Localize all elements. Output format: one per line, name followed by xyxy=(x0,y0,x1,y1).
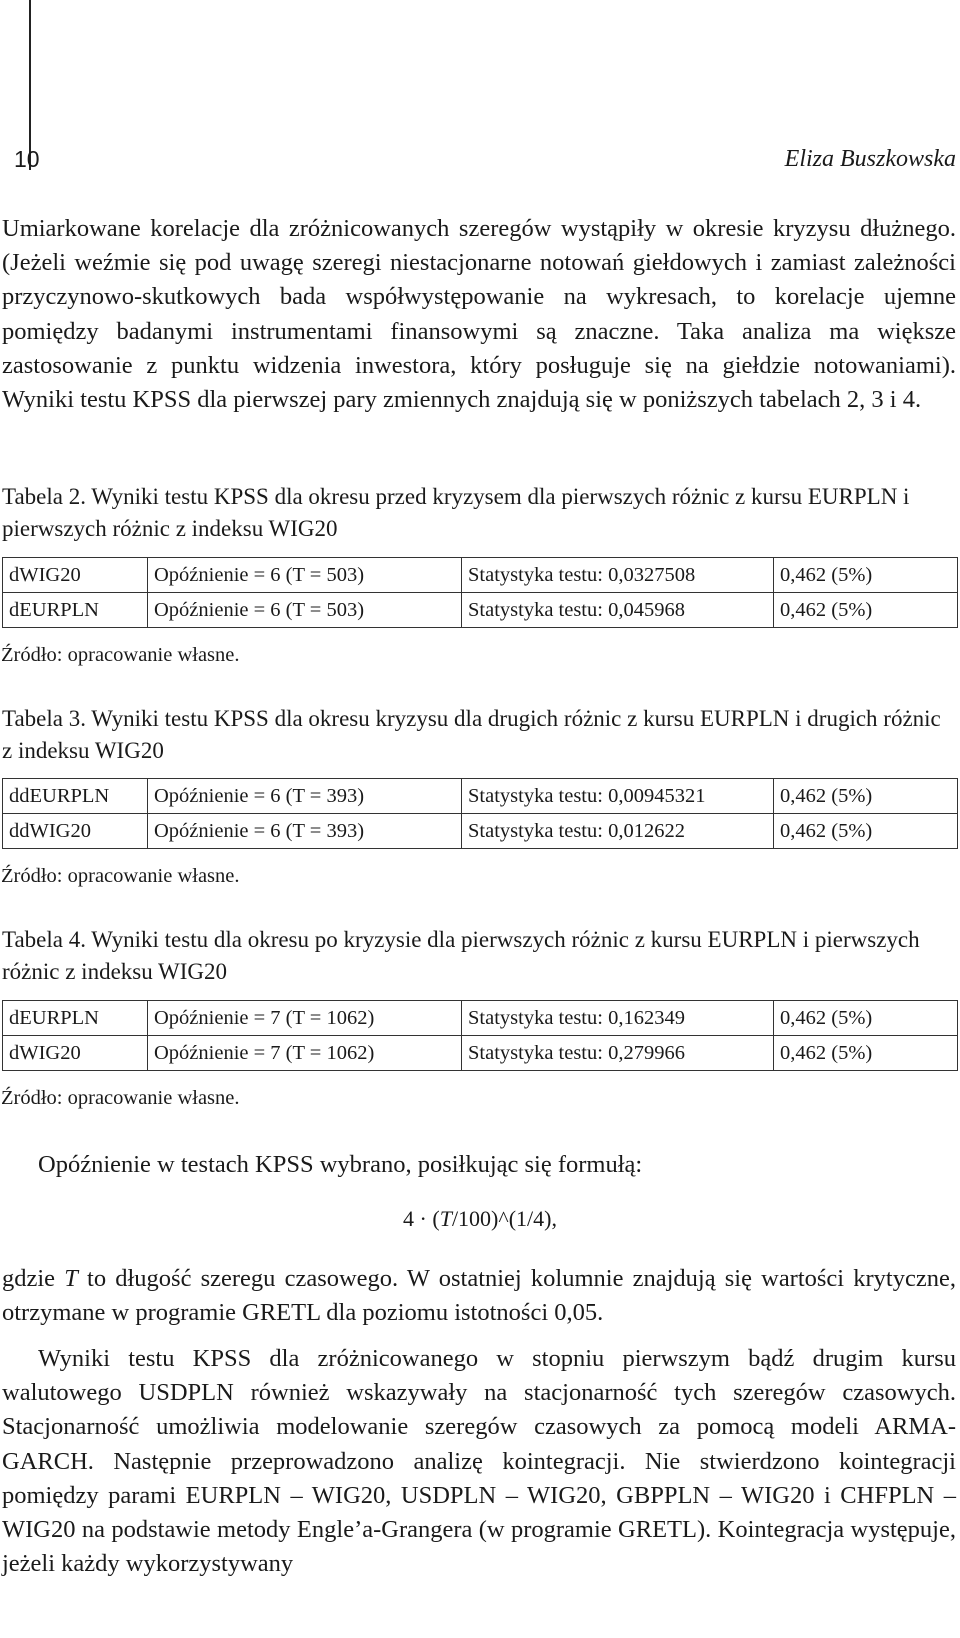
table-cell-lag: Opóźnienie = 6 (T = 503) xyxy=(148,558,462,593)
intro-paragraph: Umiarkowane korelacje dla zróżnicowanych szeregów wystąpiły w okresie kryzysu dłużnego. (Jeżeli weźmie się pod uwagę szeregi niestacjonarne notowań giełdowych i zamiast zależności przyczynowo-skutkowych bada współwystępowanie na wykresach, to korelacje ujemne pomiędzy badanymi instrumentami finansowymi są znaczne. Taka analiza ma większe zastosowanie z punktu widzenia inwestora, który posługuje się na giełdzie notowaniami). Wyniki testu KPSS dla pierwszej pary zmiennych znajdują się w poniższych tabelach 2, 3 i 4. xyxy=(2,215,956,414)
table-3 xyxy=(2,778,958,849)
explanation-variable: T xyxy=(64,1265,78,1292)
formula-post: /100)^(1/4), xyxy=(451,1206,557,1231)
table-2-caption: Tabela 2. Wyniki testu KPSS dla okresu przed kryzysem dla pierwszych różnic z kursu EURPLN i pierwszych różnic z indeksu WIG20 xyxy=(2,484,910,541)
table-cell-series: dWIG20 xyxy=(3,1036,148,1071)
table-2 xyxy=(2,557,958,628)
table-cell-statistic: Statystyka testu: 0,00945321 xyxy=(462,779,774,814)
table-3-source: Źródło: opracowanie własne. xyxy=(1,865,240,887)
table-cell-statistic: Statystyka testu: 0,279966 xyxy=(462,1036,774,1071)
table-row xyxy=(3,1001,958,1036)
table-cell-lag: Opóźnienie = 7 (T = 1062) xyxy=(148,1001,462,1036)
table-cell-series: ddWIG20 xyxy=(3,814,148,849)
table-cell-critical: 0,462 (5%) xyxy=(774,593,958,628)
table-2-source: Źródło: opracowanie własne. xyxy=(1,644,240,666)
table-4-caption: Tabela 4. Wyniki testu dla okresu po kryzysie dla pierwszych różnic z kursu EURPLN i pierwszych różnic z indeksu WIG20 xyxy=(2,927,920,984)
table-row xyxy=(3,593,958,628)
table-cell-lag: Opóźnienie = 7 (T = 1062) xyxy=(148,1036,462,1071)
table-cell-series: dEURPLN xyxy=(3,1001,148,1036)
table-row xyxy=(3,1036,958,1071)
explanation-text: to długość szeregu czasowego. W ostatniej kolumnie znajdują się wartości krytyczne, otrzymane w programie GRETL dla poziomu istotności 0,05. xyxy=(2,1265,956,1327)
table-cell-lag: Opóźnienie = 6 (T = 503) xyxy=(148,593,462,628)
table-cell-critical: 0,462 (5%) xyxy=(774,779,958,814)
page-number: 10 xyxy=(14,146,40,172)
margin-rule xyxy=(29,0,31,170)
table-cell-series: dWIG20 xyxy=(3,558,148,593)
table-cell-series: ddEURPLN xyxy=(3,779,148,814)
table-row xyxy=(3,779,958,814)
table-cell-critical: 0,462 (5%) xyxy=(774,1036,958,1071)
formula-variable: T xyxy=(439,1206,452,1231)
table-cell-statistic: Statystyka testu: 0,0327508 xyxy=(462,558,774,593)
table-cell-critical: 0,462 (5%) xyxy=(774,1001,958,1036)
table-4-source: Źródło: opracowanie własne. xyxy=(1,1087,240,1109)
table-4 xyxy=(2,1000,958,1071)
table-cell-critical: 0,462 (5%) xyxy=(774,814,958,849)
table-row xyxy=(3,558,958,593)
table-cell-critical: 0,462 (5%) xyxy=(774,558,958,593)
final-paragraph: Wyniki testu KPSS dla zróżnicowanego w stopniu pierwszym bądź drugim kursu walutowego USDPLN również wskazywały na stacjonarność tych szeregów czasowych. Stacjonarność umożliwia modelowanie szeregów czasowych za pomocą modeli ARMA-GARCH. Następnie przeprowadzono analizę kointegracji. Nie stwierdzono kointegracji pomiędzy parami EURPLN – WIG20, USDPLN – WIG20, GBPPLN – WIG20 i CHFPLN – WIG20 na podstawie metody Engle’a-Grangera (w programie GRETL). Kointegracja występuje, jeżeli każdy wykorzystywany xyxy=(2,1345,956,1578)
formula-intro: Opóźnienie w testach KPSS wybrano, posiłkując się formułą: xyxy=(38,1151,643,1178)
table-cell-statistic: Statystyka testu: 0,012622 xyxy=(462,814,774,849)
lag-formula xyxy=(0,1206,960,1232)
table-cell-lag: Opóźnienie = 6 (T = 393) xyxy=(148,814,462,849)
formula-explanation xyxy=(2,1262,956,1330)
running-head-author: Eliza Buszkowska xyxy=(784,146,956,172)
table-cell-series: dEURPLN xyxy=(3,593,148,628)
table-3-caption: Tabela 3. Wyniki testu KPSS dla okresu kryzysu dla drugich różnic z kursu EURPLN i drugich różnic z indeksu WIG20 xyxy=(2,706,941,763)
explanation-pre: gdzie xyxy=(2,1265,65,1292)
table-cell-lag: Opóźnienie = 6 (T = 393) xyxy=(148,779,462,814)
formula-pre: 4 · ( xyxy=(403,1206,440,1231)
table-cell-statistic: Statystyka testu: 0,045968 xyxy=(462,593,774,628)
table-cell-statistic: Statystyka testu: 0,162349 xyxy=(462,1001,774,1036)
table-row xyxy=(3,814,958,849)
